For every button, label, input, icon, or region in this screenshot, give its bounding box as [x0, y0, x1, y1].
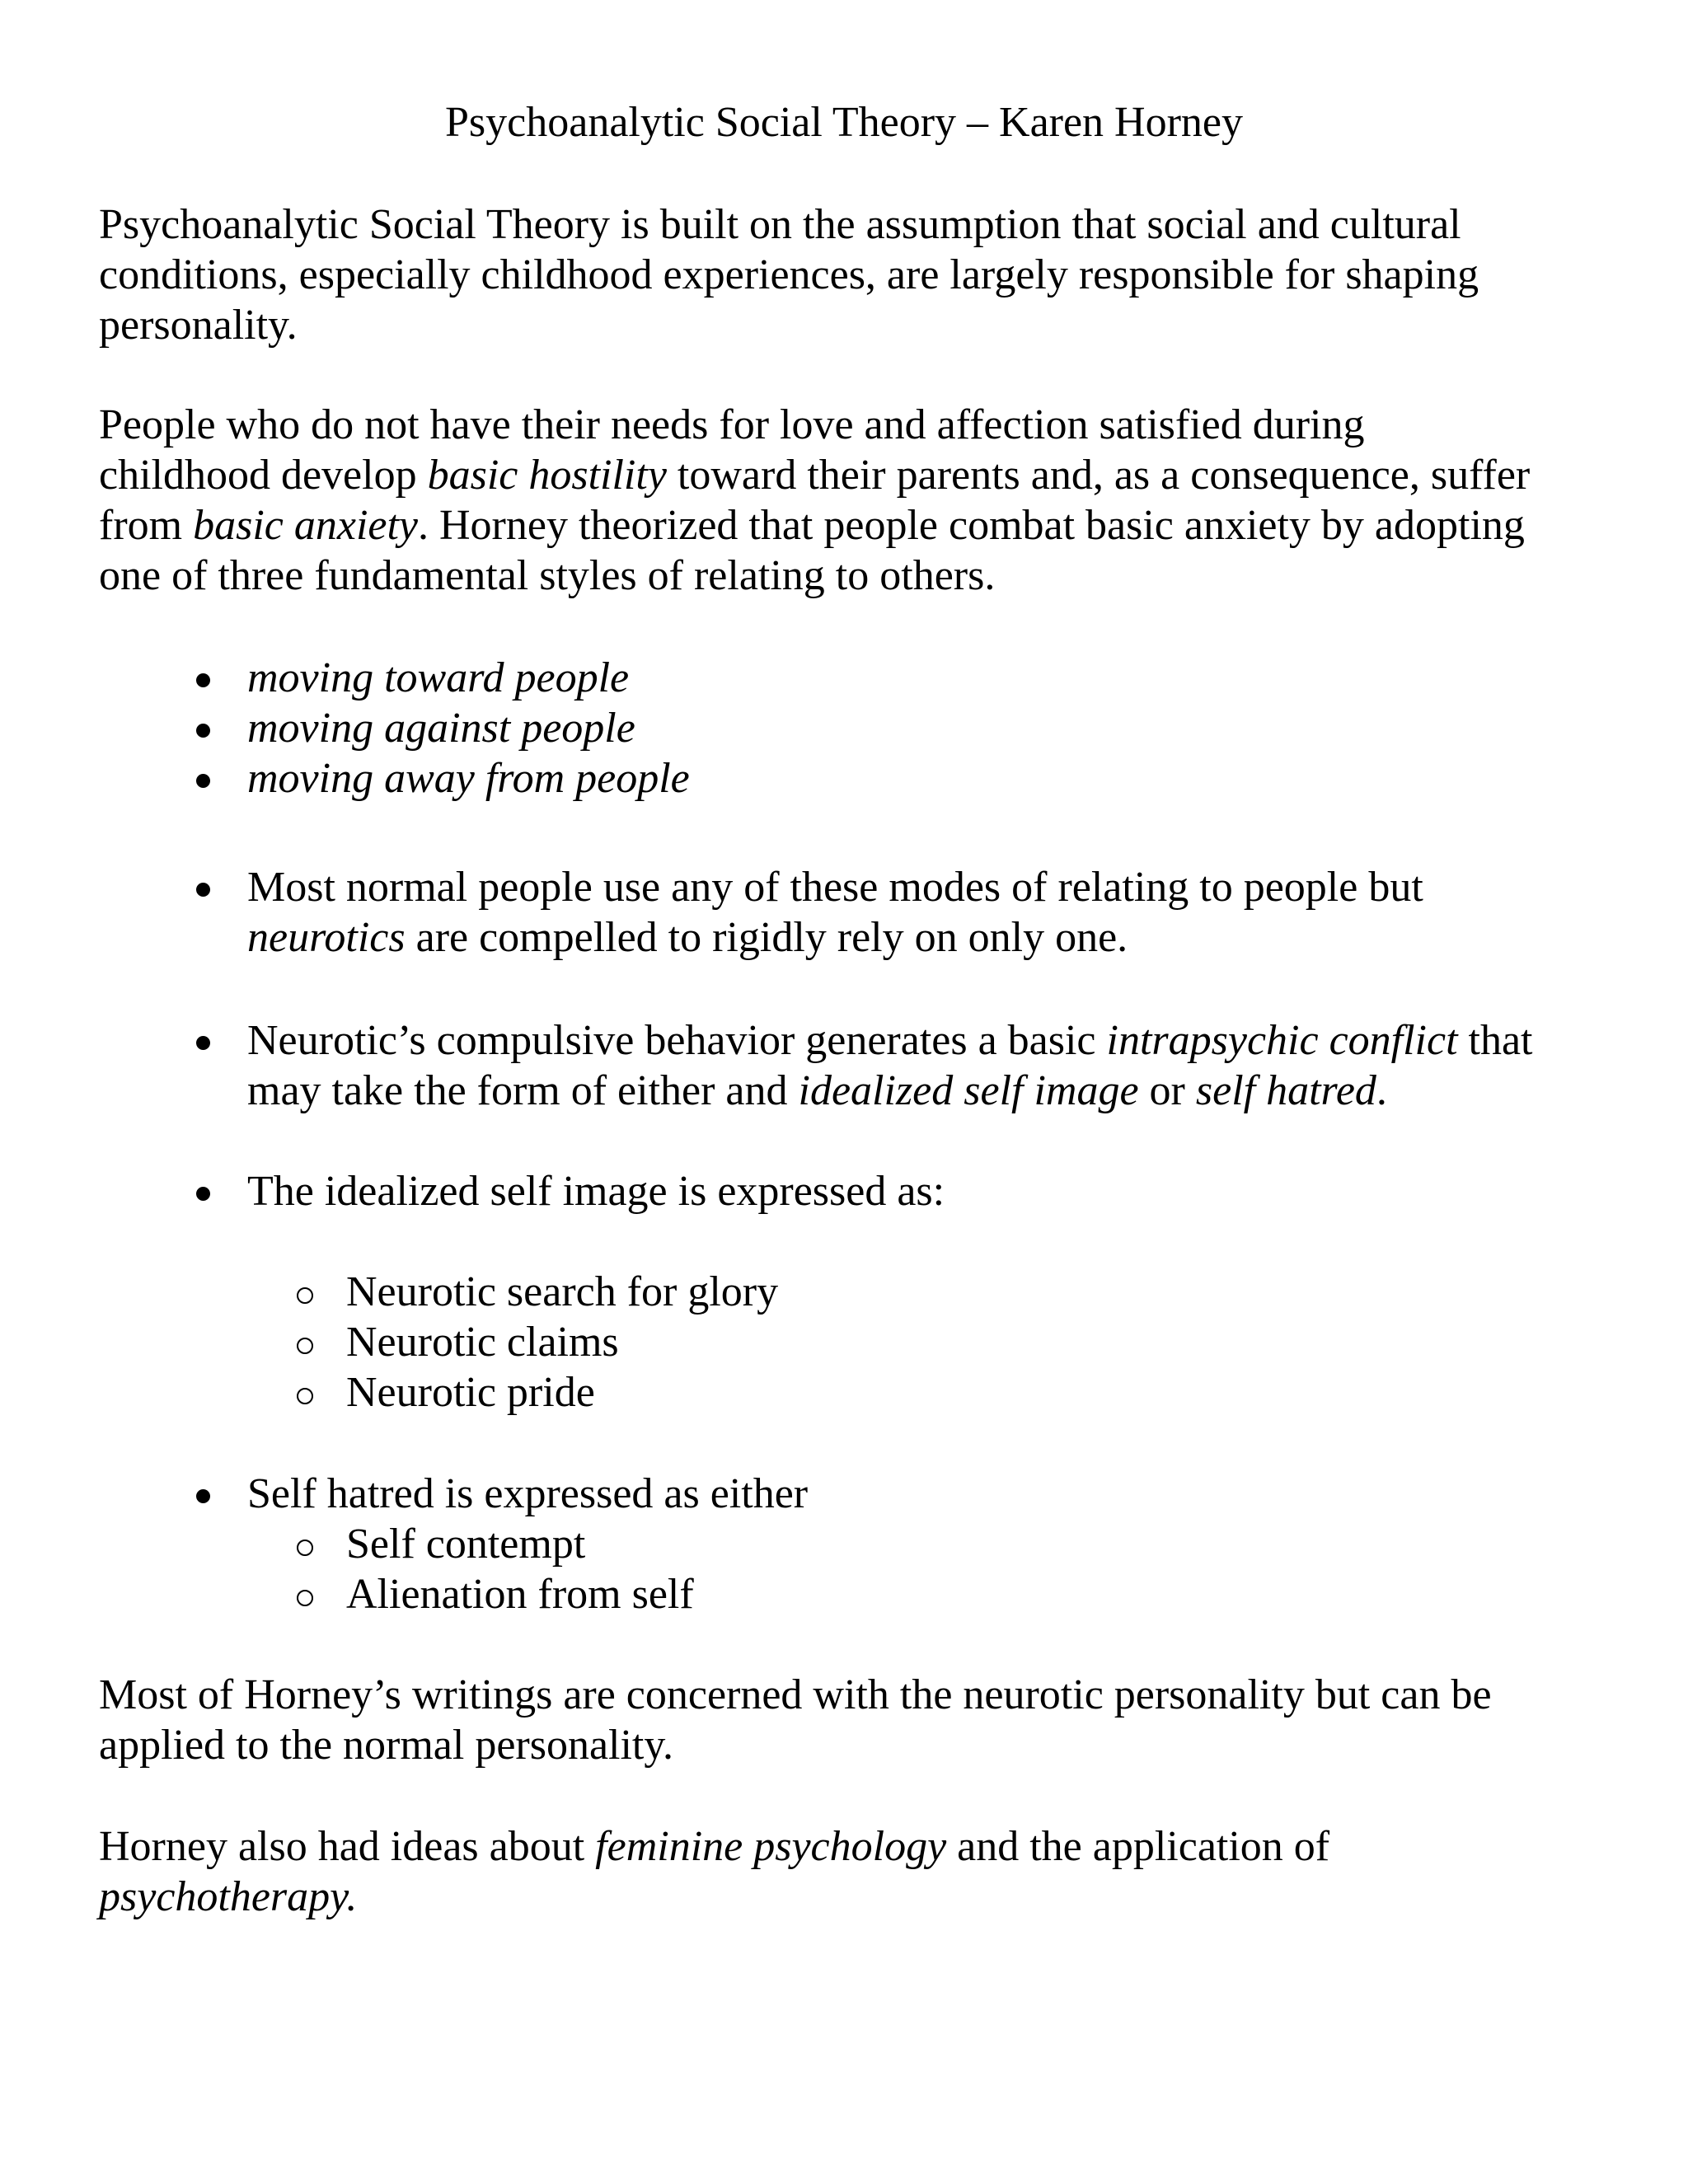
bullet-icon — [196, 1036, 210, 1050]
bullet-icon — [196, 1489, 210, 1503]
term-neurotics: neurotics — [247, 914, 406, 961]
bullet-icon — [196, 774, 210, 788]
idealized-bullet — [195, 1166, 1645, 1216]
list-item: Neurotic’s compulsive behavior generates a basic intrapsychic conflict that may take the form of either and idealized self image or self hatred. — [195, 1015, 1645, 1116]
circle-bullet-icon — [297, 1590, 313, 1606]
hatred-sublist — [295, 1519, 1614, 1619]
circle-bullet-icon — [297, 1540, 313, 1556]
list-item: Self hatred is expressed as either — [195, 1469, 1645, 1519]
list-item: The idealized self image is expressed as: — [195, 1166, 1645, 1216]
term-intrapsychic-conflict: intrapsychic conflict — [1106, 1017, 1458, 1064]
feminine-psychology-paragraph: Horney also had ideas about feminine psychology and the application of psychotherapy. — [99, 1823, 1330, 1920]
page-title: Psychoanalytic Social Theory – Karen Horney — [445, 99, 1243, 146]
list-item: moving away from people — [195, 753, 1645, 804]
intro-line-1: Psychoanalytic Social Theory is built on the assumption that social and cultural — [99, 201, 1461, 248]
term-psychotherapy: psychotherapy. — [99, 1873, 358, 1920]
circle-bullet-icon — [297, 1338, 313, 1354]
sublist-item: Alienation from self — [295, 1569, 1614, 1619]
intro-line-3: personality. — [99, 302, 298, 349]
sublist-item: Neurotic claims — [295, 1317, 1614, 1367]
bullet-icon — [196, 883, 210, 897]
term-feminine-psychology: feminine psychology — [595, 1823, 947, 1870]
anxiety-line-4: one of three fundamental styles of relating to others. — [99, 552, 996, 599]
list-item: moving against people — [195, 703, 1645, 753]
circle-bullet-icon — [297, 1388, 313, 1404]
term-basic-hostility: basic hostility — [427, 452, 667, 499]
anxiety-line-2: childhood develop basic hostility toward their parents and, as a consequence, suffer — [99, 452, 1531, 499]
anxiety-line-1: People who do not have their needs for love and affection satisfied during — [99, 401, 1365, 448]
hatred-bullet — [195, 1469, 1645, 1519]
term-idealized-self-image: idealized self image — [798, 1067, 1139, 1114]
term-basic-anxiety: basic anxiety — [193, 502, 418, 549]
bullet-icon — [196, 673, 210, 687]
circle-bullet-icon — [297, 1287, 313, 1304]
idealized-sublist — [295, 1267, 1614, 1418]
list-item: Most normal people use any of these modes of relating to people but neurotics are compelled to rigidly rely on only one. — [195, 862, 1645, 963]
bullet-icon — [196, 724, 210, 738]
neurotic-personality-paragraph: Most of Horney’s writings are concerned with the neurotic personality but can be applied to the normal personality. — [99, 1671, 1492, 1769]
sublist-item: Self contempt — [295, 1519, 1614, 1569]
relating-styles-list — [195, 653, 1645, 804]
conflict-bullet — [195, 1015, 1645, 1116]
sublist-item: Neurotic search for glory — [295, 1267, 1614, 1317]
anxiety-line-3: from basic anxiety. Horney theorized that people combat basic anxiety by adopting — [99, 502, 1525, 549]
intro-line-2: conditions, especially childhood experiences, are largely responsible for shaping — [99, 251, 1479, 298]
basic-anxiety-paragraph — [99, 400, 1624, 601]
sublist-item: Neurotic pride — [295, 1367, 1614, 1418]
neurotics-bullet — [195, 862, 1645, 963]
intro-paragraph — [99, 199, 1624, 350]
term-self-hatred: self hatred — [1195, 1067, 1376, 1114]
list-item: moving toward people — [195, 653, 1645, 703]
bullet-icon — [196, 1187, 210, 1201]
